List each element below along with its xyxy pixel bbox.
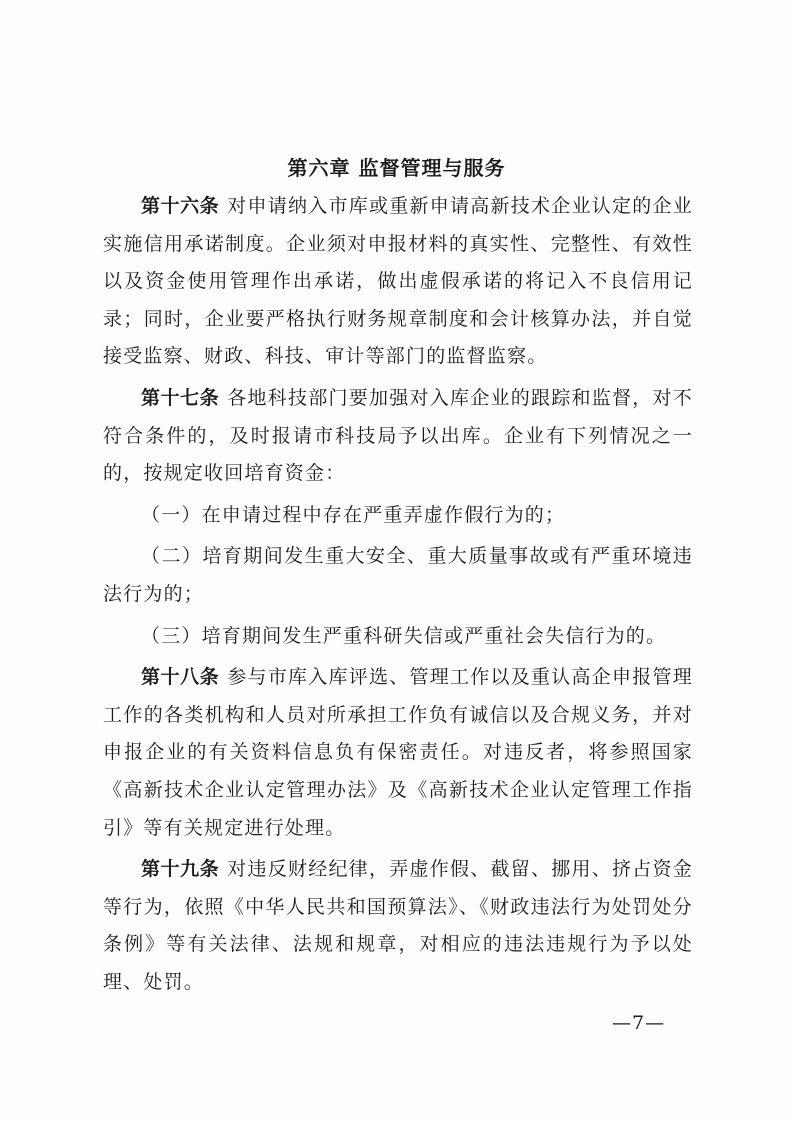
article-text: 对违反财经纪律，弄虚作假、截留、挪用、挤占资金等行为，依照《中华人民共和国预算法》、《财政违法行为处罚处分条例》等有关法律、法规和规章，对相应的违法违规行为予以处理、处罚。 (103, 858, 693, 993)
list-item: （二）培育期间发生重大安全、重大质量事故或有严重环境违法行为的； (103, 545, 693, 605)
article-heading: 第十八条 (141, 666, 220, 689)
article-text: 参与市库入库评选、管理工作以及重认高企申报管理工作的各类机构和人员对所承担工作负有诚信以及合规义务，并对申报企业的有关资料信息负有保密责任。对违反者，将参照国家《高新技术企业认定管理办法》及《高新技术企业认定管理工作指引》等有关规定进行处理。 (103, 666, 693, 839)
article-heading: 第十六条 (141, 195, 220, 217)
page-number: —7— (612, 1012, 666, 1034)
article-17 (103, 380, 693, 493)
document-body (103, 188, 693, 1005)
list-item: （一）在申请过程中存在严重弄虚作假行为的； (141, 503, 566, 526)
article-text: 对申请纳入市库或重新申请高新技术企业认定的企业实施信用承诺制度。企业须对申报材料的真实性、完整性、有效性以及资金使用管理作出承诺，做出虚假承诺的将记入不良信用记录；同时，企业要严格执行财务规章制度和会计核算办法，并自觉接受监察、财政、科技、审计等部门的监督监察。 (103, 195, 693, 368)
chapter-title: 第六章 监督管理与服务 (287, 156, 506, 180)
article-18 (103, 659, 693, 847)
list-item: （三）培育期间发生严重科研失信或严重社会失信行为的。 (141, 624, 667, 647)
article-19 (103, 851, 693, 1001)
article-heading: 第十九条 (141, 858, 220, 881)
article-heading: 第十七条 (141, 386, 220, 409)
article-text: 各地科技部门要加强对入库企业的跟踪和监督，对不符合条件的，及时报请市科技局予以出库。企业有下列情况之一的，按规定收回培育资金： (103, 386, 693, 485)
article-16 (103, 188, 693, 376)
